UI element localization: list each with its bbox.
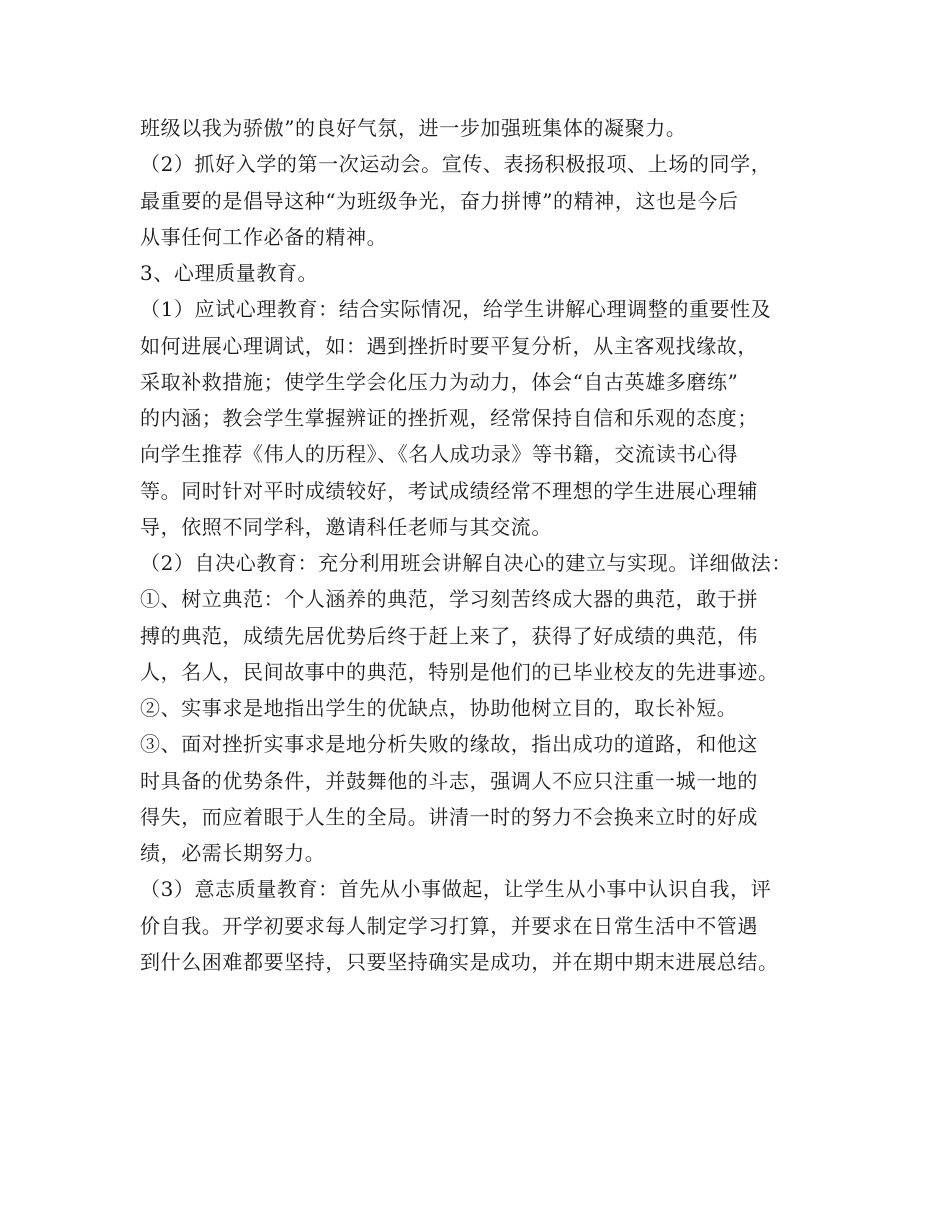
text-line: 价自我。开学初要求每人制定学习打算，并要求在日常生活中不管遇 <box>140 913 758 938</box>
text-line: ②、实事求是地指出学生的优缺点，协助他树立目的，取长补短。 <box>140 696 738 720</box>
text-line: 向学生推荐《伟人的历程》、《名人成功录》等书籍，交流读书心得 <box>140 442 738 467</box>
text-line: 到什么困难都要坚持，只要坚持确实是成功，并在期中期末进展总结。 <box>140 949 779 974</box>
text-line: （3）意志质量教育：首先从小事做起，让学生从小事中认识自我，评 <box>140 877 772 902</box>
text-line: 得失，而应着眼于人生的全局。讲清一时的努力不会换来立时的好成 <box>140 804 758 829</box>
text-line: 人，名人，民间故事中的典范，特别是他们的已毕业校友的先进事迹。 <box>140 659 779 684</box>
text-line: （2）抓好入学的第一次运动会。宣传、表扬积极报项、上场的同学， <box>140 152 772 177</box>
text-line: ①、树立典范：个人涵养的典范，学习刻苦终成大器的典范，敢于拼 <box>140 587 758 612</box>
text-line: 从事任何工作必备的精神。 <box>140 224 388 249</box>
text-line: 采取补救措施；使学生学会化压力为动力，体会“自古英雄多磨练” <box>140 369 739 394</box>
text-line: 如何进展心理调试，如：遇到挫折时要平复分析，从主客观找缘故， <box>140 333 758 358</box>
text-line: 等。同时针对平时成绩较好，考试成绩经常不理想的学生进展心理辅 <box>140 478 758 503</box>
section-heading: 3、心理质量教育。 <box>140 261 319 285</box>
text-line: 的内涵；教会学生掌握辨证的挫折观，经常保持自信和乐观的态度； <box>140 406 758 430</box>
text-line: 导，依照不同学科，邀请科任老师与其交流。 <box>140 514 552 539</box>
text-line: 班级以我为骄傲”的良好气氛，进一步加强班集体的凝聚力。 <box>140 116 687 140</box>
text-line: （2）自决心教育：充分利用班会讲解自决心的建立与实现。详细做法： <box>140 551 792 575</box>
text-line: 最重要的是倡导这种“为班级争光，奋力拼博”的精神，这也是今后 <box>140 188 739 213</box>
text-line: ③、面对挫折实事求是地分析失败的缘故，指出成功的道路，和他这 <box>140 732 758 757</box>
text-line: （1）应试心理教育：结合实际情况，给学生讲解心理调整的重要性及 <box>140 297 772 322</box>
text-line: 搏的典范，成绩先居优势后终于赶上来了，获得了好成绩的典范，伟 <box>140 623 758 648</box>
text-line: 绩，必需长期努力。 <box>140 841 326 865</box>
text-line: 时具备的优势条件，并鼓舞他的斗志，强调人不应只注重一城一地的 <box>140 768 758 793</box>
document-body <box>140 110 830 980</box>
